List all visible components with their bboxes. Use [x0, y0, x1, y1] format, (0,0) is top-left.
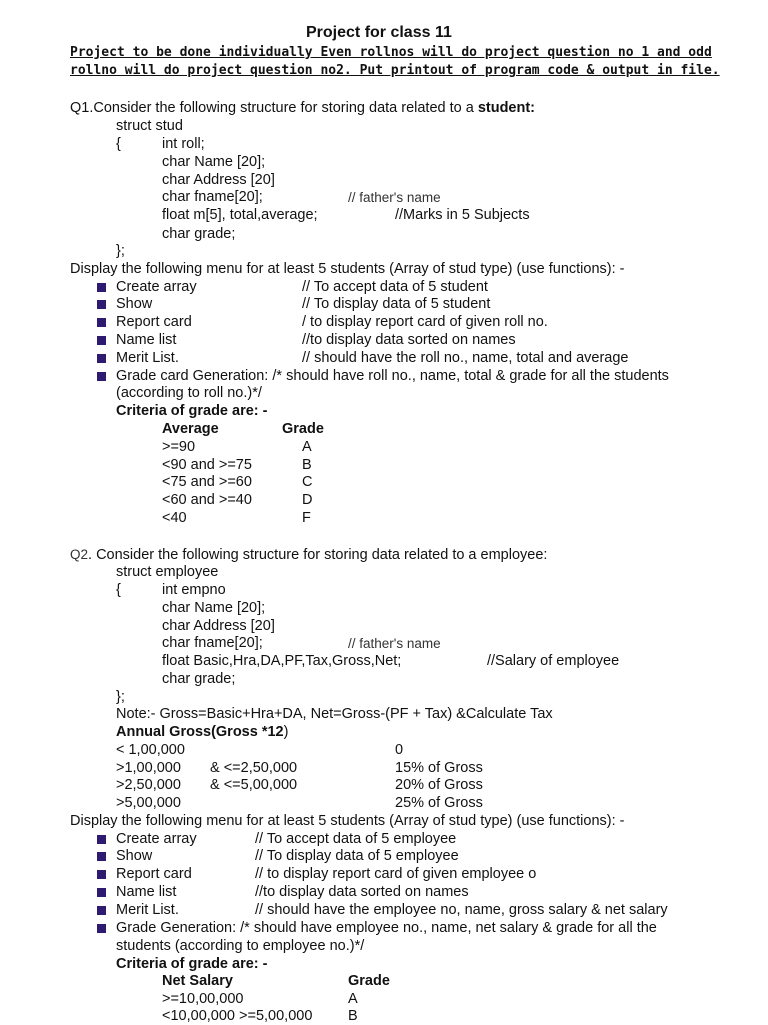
q1-criteria-range: <40: [162, 510, 187, 526]
q1-criteria-range: >=90: [162, 439, 196, 455]
q2-criteria-grade: B: [348, 1008, 358, 1024]
q2-intro-text: . Consider the following structure for storing data related to a employee:: [88, 547, 548, 563]
q2-grade-gen-line-1: Grade Generation: /* should have employee no., name, net salary & grade for all the: [116, 920, 657, 936]
q2-menu-desc: // To display data of 5 employee: [255, 848, 459, 864]
bullet-square-icon: [97, 835, 106, 844]
q2-annual-gross-close: ): [283, 724, 289, 740]
q2-comment-salary: //Salary of employee: [487, 653, 620, 669]
q2-criteria-grade: A: [348, 991, 358, 1007]
q1-criteria-head-average: Average: [162, 421, 219, 437]
q1-criteria-grade: A: [302, 439, 312, 455]
q2-field: char Address [20]: [162, 618, 275, 634]
q1-criteria-range: <75 and >=60: [162, 474, 252, 490]
q2-intro-number: Q2: [70, 547, 89, 562]
q1-criteria-grade: B: [302, 457, 312, 473]
q1-criteria-range: <60 and >=40: [162, 492, 252, 508]
q1-field: char Address [20]: [162, 172, 275, 188]
q1-menu-label: Merit List.: [116, 350, 179, 366]
bullet-square-icon: [97, 318, 106, 327]
q1-open-brace: {: [116, 136, 121, 152]
q2-tax-value: 0: [395, 742, 404, 758]
q1-criteria-head-grade: Grade: [282, 421, 324, 437]
q1-intro-text: Q1.Consider the following structure for storing data related to a: [70, 100, 478, 116]
q2-annual-gross: [116, 724, 288, 741]
intro-line-1: Project to be done individually Even rollnos will do project question no 1 and odd: [70, 45, 712, 60]
q1-menu-label: Create array: [116, 279, 197, 295]
bullet-square-icon: [97, 924, 106, 933]
q1-grade-gen-line-1: Grade card Generation: /* should have roll no., name, total & grade for all the students: [116, 368, 669, 384]
q1-comment-marks: //Marks in 5 Subjects: [395, 207, 530, 223]
q2-struct-name: struct employee: [116, 564, 219, 580]
q2-close-brace: };: [116, 689, 125, 705]
q2-field: float Basic,Hra,DA,PF,Tax,Gross,Net;: [162, 653, 402, 669]
q2-intro: [70, 546, 547, 564]
q2-menu-label: Show: [116, 848, 153, 864]
q1-field: char fname[20];: [162, 189, 263, 205]
q1-menu-label: Show: [116, 296, 153, 312]
q2-criteria-range: <10,00,000 >=5,00,000: [162, 1008, 313, 1024]
bullet-square-icon: [97, 300, 106, 309]
q1-criteria-title: Criteria of grade are: -: [116, 403, 268, 419]
q1-intro-bold: student:: [477, 100, 536, 116]
intro-line-2: rollno will do project question no2. Put printout of program code & output in file.: [70, 63, 720, 78]
q2-field: char grade;: [162, 671, 236, 687]
bullet-square-icon: [97, 888, 106, 897]
q2-menu-label: Create array: [116, 831, 197, 847]
q2-menu-label: Name list: [116, 884, 177, 900]
q2-field: char Name [20];: [162, 600, 266, 616]
q1-struct-name: struct stud: [116, 118, 183, 134]
q1-intro: [70, 100, 535, 117]
q1-menu-label: Name list: [116, 332, 177, 348]
q1-menu-label: Report card: [116, 314, 192, 330]
q2-criteria-head-grade: Grade: [348, 973, 390, 989]
q2-tax-from: >2,50,000: [116, 777, 181, 793]
q2-tax-value: 25% of Gross: [395, 795, 483, 811]
q2-menu-label: Report card: [116, 866, 192, 882]
page-title: Project for class 11: [306, 24, 452, 41]
q2-field: char fname[20];: [162, 635, 263, 651]
q2-grade-gen-line-2: students (according to employee no.)*/: [116, 938, 365, 954]
q2-tax-from: < 1,00,000: [116, 742, 185, 758]
q2-menu-desc: // should have the employee no, name, gross salary & net salary: [255, 902, 668, 918]
q1-menu-intro: Display the following menu for at least 5 students (Array of stud type) (use functions): -: [70, 261, 625, 277]
bullet-square-icon: [97, 870, 106, 879]
q2-menu-desc: // To accept data of 5 employee: [255, 831, 457, 847]
q1-criteria-grade: C: [302, 474, 313, 490]
q1-field: float m[5], total,average;: [162, 207, 318, 223]
bullet-square-icon: [97, 354, 106, 363]
q2-tax-to: & <=2,50,000: [210, 760, 298, 776]
q1-criteria-range: <90 and >=75: [162, 457, 252, 473]
q1-field: char grade;: [162, 226, 236, 242]
q2-field: int empno: [162, 582, 226, 598]
q1-field: char Name [20];: [162, 154, 266, 170]
q2-annual-gross-label: Annual Gross(Gross *12: [116, 724, 284, 740]
q1-grade-gen-line-2: (according to roll no.)*/: [116, 385, 262, 401]
q2-menu-intro: Display the following menu for at least 5 students (Array of stud type) (use functions): -: [70, 813, 625, 829]
q2-menu-desc: // to display report card of given employee o: [255, 866, 537, 882]
q2-tax-value: 20% of Gross: [395, 777, 483, 793]
q2-tax-from: >5,00,000: [116, 795, 181, 811]
bullet-square-icon: [97, 852, 106, 861]
q2-comment-fname: // father's name: [348, 636, 441, 651]
bullet-square-icon: [97, 336, 106, 345]
q1-menu-desc: // To accept data of 5 student: [302, 279, 488, 295]
q1-menu-desc: //to display data sorted on names: [302, 332, 516, 348]
q2-tax-to: & <=5,00,000: [210, 777, 298, 793]
q1-close-brace: };: [116, 243, 125, 259]
q2-tax-value: 15% of Gross: [395, 760, 483, 776]
q2-menu-desc: //to display data sorted on names: [255, 884, 469, 900]
q1-menu-desc: // should have the roll no., name, total and average: [302, 350, 629, 366]
q2-criteria-title: Criteria of grade are: -: [116, 956, 268, 972]
bullet-square-icon: [97, 283, 106, 292]
q1-criteria-grade: F: [302, 510, 311, 526]
q2-open-brace: {: [116, 582, 121, 598]
bullet-square-icon: [97, 906, 106, 915]
q2-note: Note:- Gross=Basic+Hra+DA, Net=Gross-(PF + Tax) &Calculate Tax: [116, 706, 553, 722]
q2-tax-from: >1,00,000: [116, 760, 181, 776]
q1-field: int roll;: [162, 136, 205, 152]
q1-criteria-grade: D: [302, 492, 313, 508]
q2-criteria-range: >=10,00,000: [162, 991, 244, 1007]
q1-menu-desc: / to display report card of given roll no.: [302, 314, 548, 330]
q1-menu-desc: // To display data of 5 student: [302, 296, 491, 312]
q1-comment-fname: // father's name: [348, 190, 441, 205]
bullet-square-icon: [97, 372, 106, 381]
q2-menu-label: Merit List.: [116, 902, 179, 918]
q2-criteria-head-salary: Net Salary: [162, 973, 233, 989]
